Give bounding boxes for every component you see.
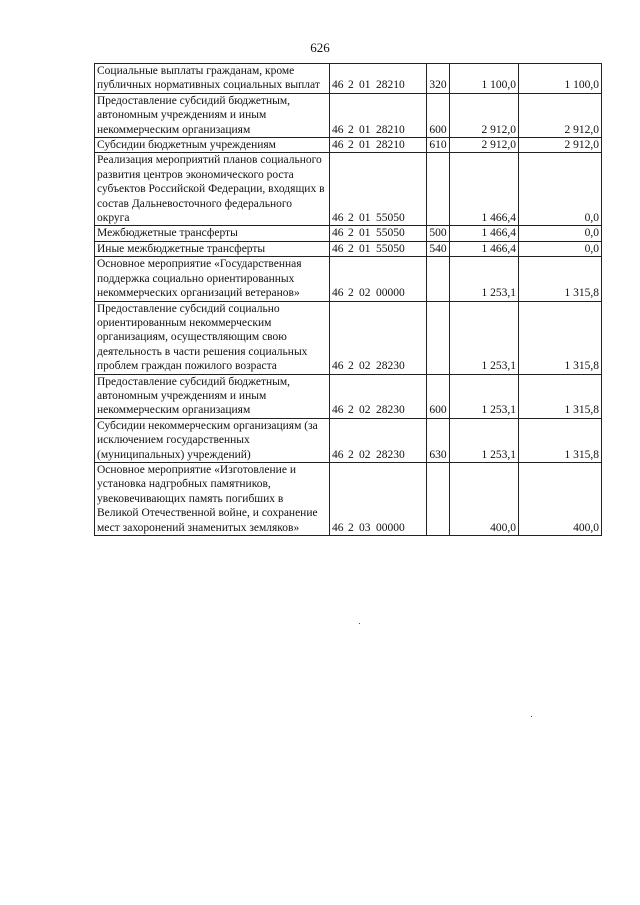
scan-speck xyxy=(531,716,532,717)
code-part: 03 xyxy=(359,521,371,534)
code-part: 28230 xyxy=(376,360,405,373)
code-part: 2 xyxy=(348,79,354,92)
row-sum-first: 1 466,4 xyxy=(450,153,519,226)
row-code xyxy=(330,241,427,256)
row-expense-type xyxy=(427,153,450,226)
row-sum-first: 1 253,1 xyxy=(450,257,519,301)
table-row xyxy=(95,301,602,374)
row-expense-type xyxy=(427,257,450,301)
code-part: 01 xyxy=(359,212,371,225)
row-sum-second: 1 315,8 xyxy=(519,257,602,301)
code-part: 46 xyxy=(332,123,344,136)
scan-speck xyxy=(359,623,360,624)
row-expense-type: 600 xyxy=(427,93,450,137)
code-part: 46 xyxy=(332,360,344,373)
row-name: Реализация мероприятий планов социального развития центров экономического роста субъектов Российской Федерации, входящих в состав Дальневосточного федерального округа xyxy=(95,153,330,226)
code-part: 46 xyxy=(332,242,344,255)
row-sum-second: 2 912,0 xyxy=(519,93,602,137)
row-expense-type: 610 xyxy=(427,138,450,153)
row-sum-second: 0,0 xyxy=(519,241,602,256)
row-name: Межбюджетные трансферты xyxy=(95,226,330,241)
code-part: 01 xyxy=(359,123,371,136)
row-sum-second: 400,0 xyxy=(519,462,602,535)
code-part: 28210 xyxy=(376,79,405,92)
code-part: 55050 xyxy=(376,242,405,255)
row-expense-type: 630 xyxy=(427,418,450,462)
code-part: 28230 xyxy=(376,404,405,417)
row-sum-second: 1 315,8 xyxy=(519,374,602,418)
code-part: 2 xyxy=(348,123,354,136)
row-name: Предоставление субсидий бюджетным, автономным учреждениям и иным некоммерческим организациям xyxy=(95,93,330,137)
row-sum-second: 1 315,8 xyxy=(519,301,602,374)
row-code xyxy=(330,462,427,535)
row-sum-second: 1 100,0 xyxy=(519,64,602,94)
code-part: 28210 xyxy=(376,123,405,136)
row-code xyxy=(330,301,427,374)
table-row xyxy=(95,241,602,256)
row-expense-type: 600 xyxy=(427,374,450,418)
table-row xyxy=(95,257,602,301)
row-name: Субсидии бюджетным учреждениям xyxy=(95,138,330,153)
row-expense-type: 500 xyxy=(427,226,450,241)
row-code xyxy=(330,64,427,94)
code-part: 2 xyxy=(348,404,354,417)
code-part: 28210 xyxy=(376,139,405,152)
code-part: 46 xyxy=(332,521,344,534)
page-number: 626 xyxy=(310,40,330,55)
table-row xyxy=(95,138,602,153)
code-part: 46 xyxy=(332,227,344,240)
table-row xyxy=(95,374,602,418)
row-code xyxy=(330,138,427,153)
code-part: 46 xyxy=(332,212,344,225)
row-name: Предоставление субсидий бюджетным, автономным учреждениям и иным некоммерческим организациям xyxy=(95,374,330,418)
code-part: 46 xyxy=(332,404,344,417)
budget-table xyxy=(94,63,602,536)
row-sum-first: 1 100,0 xyxy=(450,64,519,94)
code-part: 2 xyxy=(348,242,354,255)
code-part: 2 xyxy=(348,139,354,152)
row-code xyxy=(330,374,427,418)
table-row xyxy=(95,153,602,226)
code-part: 01 xyxy=(359,139,371,152)
code-part: 02 xyxy=(359,287,371,300)
row-code xyxy=(330,257,427,301)
code-part: 01 xyxy=(359,227,371,240)
code-part: 01 xyxy=(359,242,371,255)
row-sum-first: 2 912,0 xyxy=(450,138,519,153)
code-part: 46 xyxy=(332,287,344,300)
row-expense-type xyxy=(427,301,450,374)
row-sum-second: 2 912,0 xyxy=(519,138,602,153)
row-sum-second: 0,0 xyxy=(519,153,602,226)
row-sum-first: 1 253,1 xyxy=(450,418,519,462)
code-part: 02 xyxy=(359,404,371,417)
row-sum-first: 400,0 xyxy=(450,462,519,535)
code-part: 00000 xyxy=(376,287,405,300)
table-row xyxy=(95,64,602,94)
code-part: 02 xyxy=(359,360,371,373)
code-part: 01 xyxy=(359,79,371,92)
table-row xyxy=(95,93,602,137)
code-part: 55050 xyxy=(376,227,405,240)
row-expense-type xyxy=(427,462,450,535)
code-part: 46 xyxy=(332,139,344,152)
code-part: 2 xyxy=(348,287,354,300)
code-part: 2 xyxy=(348,212,354,225)
row-code xyxy=(330,226,427,241)
row-name: Основное мероприятие «Государственная поддержка социально ориентированных некоммерческих организаций ветеранов» xyxy=(95,257,330,301)
table-row xyxy=(95,462,602,535)
code-part: 00000 xyxy=(376,521,405,534)
row-sum-first: 1 466,4 xyxy=(450,241,519,256)
budget-table-body xyxy=(95,64,602,536)
row-code xyxy=(330,418,427,462)
code-part: 02 xyxy=(359,448,371,461)
code-part: 28230 xyxy=(376,448,405,461)
code-part: 2 xyxy=(348,227,354,240)
row-expense-type: 320 xyxy=(427,64,450,94)
row-sum-first: 1 253,1 xyxy=(450,301,519,374)
row-name: Основное мероприятие «Изготовление и установка надгробных памятников, увековечивающих память погибших в Великой Отечественной войне, и сохранение мест захоронений знаменитых земляков» xyxy=(95,462,330,535)
row-name: Предоставление субсидий социально ориентированным некоммерческим организациям, осуществляющим свою деятельность в части решения социальных проблем граждан пожилого возраста xyxy=(95,301,330,374)
row-expense-type: 540 xyxy=(427,241,450,256)
row-name: Иные межбюджетные трансферты xyxy=(95,241,330,256)
row-sum-first: 1 466,4 xyxy=(450,226,519,241)
code-part: 46 xyxy=(332,79,344,92)
code-part: 46 xyxy=(332,448,344,461)
code-part: 55050 xyxy=(376,212,405,225)
row-sum-first: 2 912,0 xyxy=(450,93,519,137)
code-part: 2 xyxy=(348,360,354,373)
row-code xyxy=(330,153,427,226)
row-sum-first: 1 253,1 xyxy=(450,374,519,418)
code-part: 2 xyxy=(348,448,354,461)
code-part: 2 xyxy=(348,521,354,534)
row-code xyxy=(330,93,427,137)
table-row xyxy=(95,226,602,241)
table-row xyxy=(95,418,602,462)
row-sum-second: 1 315,8 xyxy=(519,418,602,462)
row-sum-second: 0,0 xyxy=(519,226,602,241)
row-name: Социальные выплаты гражданам, кроме публичных нормативных социальных выплат xyxy=(95,64,330,94)
row-name: Субсидии некоммерческим организациям (за исключением государственных (муниципальных) учреждений) xyxy=(95,418,330,462)
